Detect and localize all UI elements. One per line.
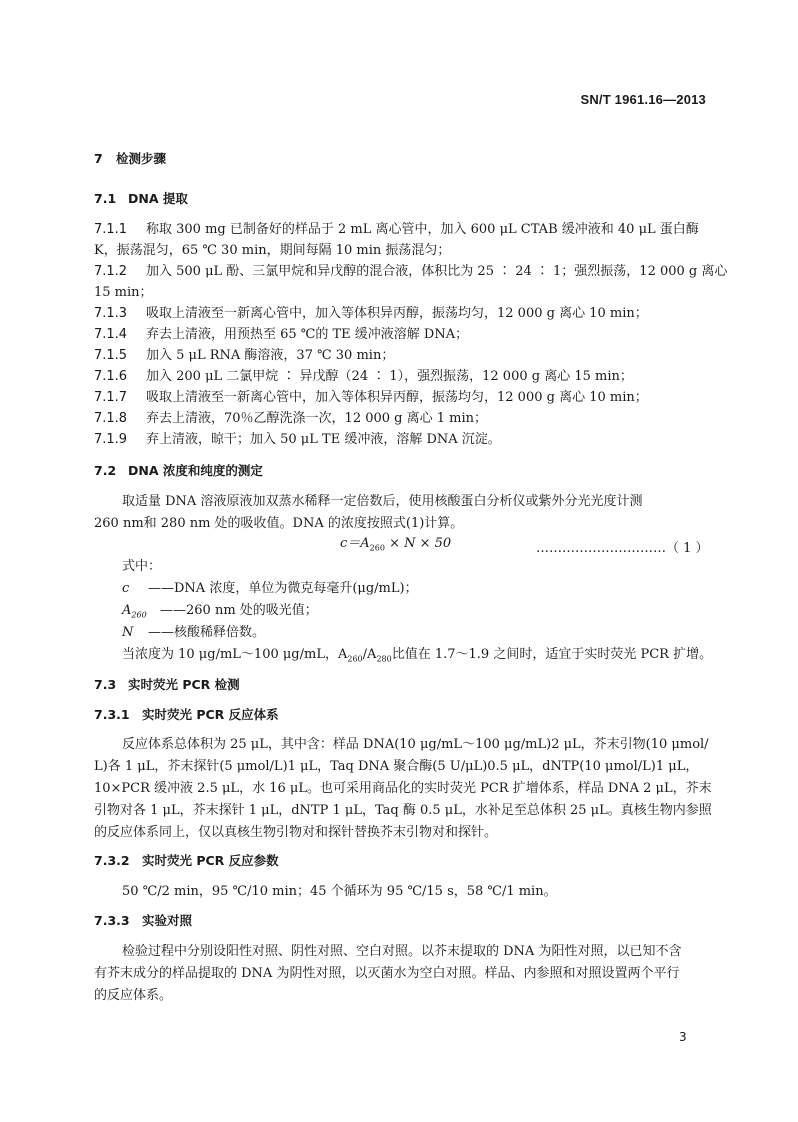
- step-number: 7.1.8: [94, 411, 128, 426]
- step-7-1-1-cont: K，振荡混匀，65 ℃ 30 min，期间每隔 10 min 振荡混匀；: [94, 243, 451, 258]
- step-7-1-7: [94, 387, 648, 409]
- step-number: 7.1.2: [94, 264, 128, 279]
- purity-criterion: [122, 644, 712, 671]
- section-7-3-1-heading: [94, 704, 279, 726]
- step-7-1-6: [94, 366, 633, 388]
- step-text: 弃上清液，晾干；加入 50 μL TE 缓冲液，溶解 DNA 沉淀。: [146, 432, 501, 447]
- section-number: 7.3.2: [94, 853, 130, 868]
- paragraph-line: 检验过程中分别设阳性对照、阴性对照、空白对照。以芥末提取的 DNA 为阳性对照，以已知不含: [122, 944, 682, 959]
- step-text: 称取 300 mg 已制备好的样品于 2 mL 离心管中，加入 600 μL CTAB 缓冲液和 40 μL 蛋白酶: [146, 222, 699, 237]
- section-title: 实时荧光 PCR 反应体系: [142, 707, 279, 722]
- step-number: 7.1.3: [94, 306, 128, 321]
- where-label: 式中：: [122, 559, 162, 574]
- formula-rhs: × N × 50: [384, 536, 452, 551]
- section-number: 7.3.3: [94, 913, 130, 928]
- section-title: 实验对照: [142, 913, 193, 928]
- step-text: 弃去上清液，用预热至 65 ℃的 TE 缓冲液溶解 DNA；: [146, 327, 469, 342]
- step-text: 加入 200 μL 二氯甲烷 ∶ 异戊醇（24 ∶ 1），强烈振荡，12 000 g 离心 15 min；: [146, 369, 633, 384]
- step-text: 吸取上清液至一新离心管中，加入等体积异丙醇，振荡均匀，12 000 g 离心 10 min；: [146, 306, 648, 321]
- step-text: 吸取上清液至一新离心管中，加入等体积异丙醇，振荡均匀，12 000 g 离心 10 min；: [146, 390, 648, 405]
- text-part: 当浓度为 10 μg/mL～100 μg/mL，A: [122, 647, 348, 662]
- formula-1: [340, 533, 451, 560]
- paragraph-line: 的反应体系同上，仅以真核生物引物对和探针替换芥末引物对和探针。: [94, 825, 498, 840]
- section-title: DNA 浓度和纯度的测定: [128, 463, 263, 478]
- step-text: 加入 500 μL 酚、三氯甲烷和异戊醇的混合液，体积比为 25 ∶ 24 ∶ 1；强烈振荡，12 000 g 离心: [146, 264, 728, 279]
- paragraph-line: 反应体系总体积为 25 μL，其中含：样品 DNA(10 μg/mL～100 μg/mL)2 μL，芥末引物(10 μmol/: [122, 737, 709, 752]
- reaction-parameters: 50 ℃/2 min，95 ℃/10 min；45 个循环为 95 ℃/15 s，58 ℃/1 min。: [122, 884, 557, 899]
- step-7-1-9: [94, 429, 501, 451]
- section-number: 7: [94, 151, 103, 166]
- definition-subscript: 260: [131, 610, 147, 620]
- section-title: DNA 提取: [128, 191, 188, 206]
- section-7-1-heading: [94, 188, 188, 210]
- step-7-1-8: [94, 408, 487, 430]
- step-number: 7.1.5: [94, 348, 128, 363]
- standard-code: SN/T 1961.16—2013: [580, 92, 706, 107]
- step-7-1-4: [94, 324, 468, 346]
- section-number: 7.1: [94, 191, 117, 206]
- text-part: /A: [362, 647, 377, 662]
- formula-lhs: c＝A: [340, 536, 370, 551]
- definition-symbol: c: [122, 581, 130, 596]
- paragraph-line: L)各 1 μL，芥末探针(5 μmol/L)1 μL，Taq DNA 聚合酶(5 U/μL)0.5 μL，dNTP(10 μmol/L)1 μL，: [94, 759, 699, 774]
- paragraph-line: 260 nm和 280 nm 处的吸收值。DNA 的浓度按照式(1)计算。: [94, 516, 464, 531]
- definition-text: ——DNA 浓度，单位为微克每毫升(μg/mL)；: [148, 581, 418, 596]
- step-7-1-5: [94, 345, 394, 367]
- step-number: 7.1.4: [94, 327, 128, 342]
- definition-symbol: N: [122, 625, 134, 640]
- paragraph-line: 有芥末成分的样品提取的 DNA 为阴性对照，以灭菌水为空白对照。样品、内参照和对照设置两个平行: [94, 966, 680, 981]
- step-7-1-1: [94, 219, 699, 241]
- step-text: 弃去上清液，70％乙醇洗涤一次，12 000 g 离心 1 min；: [146, 411, 488, 426]
- section-number: 7.3.1: [94, 707, 130, 722]
- definition-text: ——核酸稀释倍数。: [148, 625, 266, 640]
- section-7-3-3-heading: [94, 910, 192, 932]
- section-title: 检测步骤: [116, 151, 167, 166]
- subscript: 260: [347, 654, 363, 664]
- section-7-3-heading: [94, 674, 240, 696]
- formula-number: …………………………（ 1 ）: [536, 541, 709, 556]
- step-number: 7.1.9: [94, 432, 128, 447]
- step-text: 加入 5 μL RNA 酶溶液，37 ℃ 30 min；: [146, 348, 395, 363]
- section-title: 实时荧光 PCR 反应参数: [142, 853, 279, 868]
- step-number: 7.1.1: [94, 222, 128, 237]
- page-number: 3: [679, 1030, 687, 1044]
- formula-subscript: 260: [369, 543, 385, 553]
- subscript: 280: [376, 654, 392, 664]
- step-7-1-3: [94, 303, 648, 325]
- section-number: 7.3: [94, 677, 117, 692]
- section-7-2-heading: [94, 460, 263, 482]
- step-7-1-2-cont: 15 min；: [94, 285, 153, 300]
- section-title: 实时荧光 PCR 检测: [128, 677, 240, 692]
- step-7-1-2: [94, 261, 727, 283]
- step-number: 7.1.7: [94, 390, 128, 405]
- definition-c: [122, 578, 418, 600]
- section-number: 7.2: [94, 463, 117, 478]
- paragraph-line: 的反应体系。: [94, 988, 173, 1003]
- section-7-heading: [94, 148, 166, 170]
- paragraph-line: 引物对各 1 μL，芥末探针 1 μL，dNTP 1 μL，Taq 酶 0.5 μL，水补足至总体积 25 μL。真核生物内参照: [94, 803, 712, 818]
- step-number: 7.1.6: [94, 369, 128, 384]
- text-part: 比值在 1.7～1.9 之间时，适宜于实时荧光 PCR 扩增。: [391, 647, 713, 662]
- definition-n: [122, 622, 265, 644]
- section-7-3-2-heading: [94, 850, 279, 872]
- paragraph-line: 10×PCR 缓冲液 2.5 μL，水 16 μL。也可采用商品化的实时荧光 PCR 扩增体系，样品 DNA 2 μL，芥末: [94, 781, 712, 796]
- definition-symbol: A: [122, 603, 132, 618]
- paragraph-line: 取适量 DNA 溶液原液加双蒸水稀释一定倍数后，使用核酸蛋白分析仪或紫外分光光度计测: [122, 494, 643, 509]
- definition-text: ——260 nm 处的吸光值；: [160, 603, 318, 618]
